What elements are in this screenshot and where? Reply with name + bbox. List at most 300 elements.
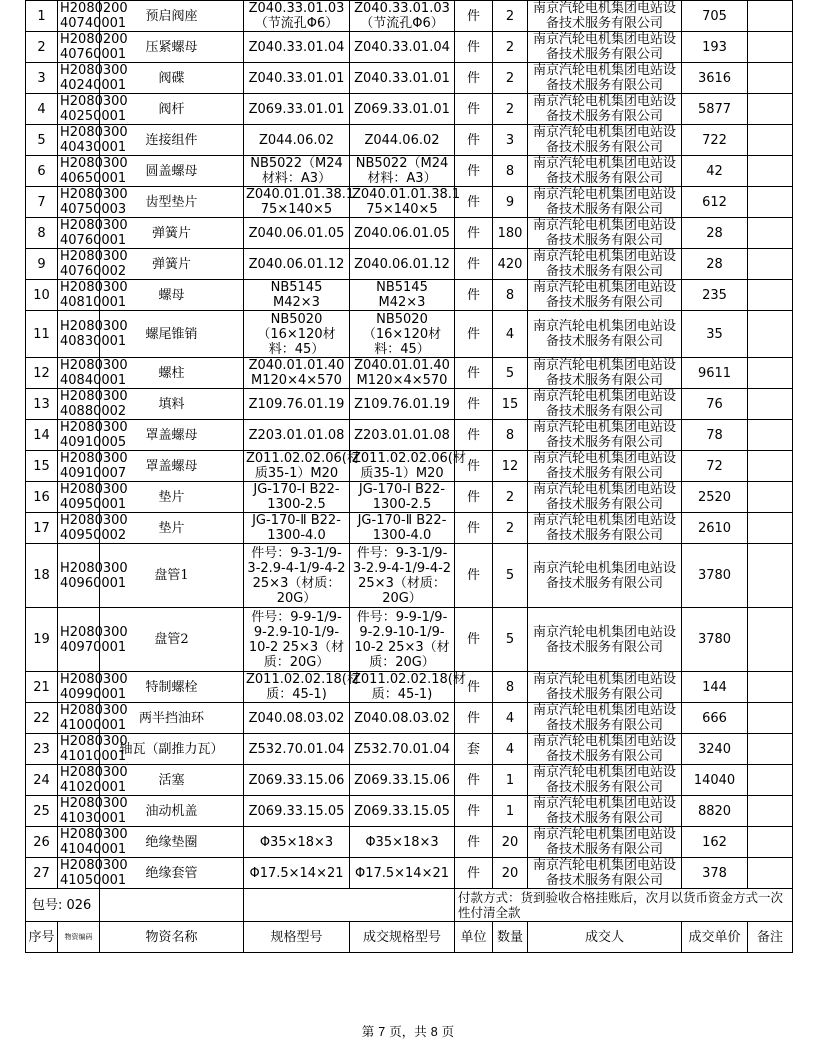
cell-vendor: 南京汽轮电机集团电站设备技术服务有限公司 bbox=[528, 311, 682, 358]
cell-unit: 件 bbox=[455, 827, 493, 858]
cell-quantity: 4 bbox=[493, 311, 528, 358]
table-body bbox=[26, 1, 793, 889]
cell-material-name: 预启阀座 bbox=[100, 1, 244, 32]
cell-unit: 件 bbox=[455, 672, 493, 703]
cell-unit-price: 72 bbox=[682, 451, 748, 482]
cell-vendor: 南京汽轮电机集团电站设备技术服务有限公司 bbox=[528, 796, 682, 827]
cell-vendor: 南京汽轮电机集团电站设备技术服务有限公司 bbox=[528, 765, 682, 796]
cell-material-name: 盘管1 bbox=[100, 544, 244, 608]
cell-unit: 件 bbox=[455, 94, 493, 125]
header-row bbox=[26, 922, 793, 953]
cell-note bbox=[748, 187, 793, 218]
cell-row-number: 9 bbox=[26, 249, 58, 280]
cell-material-code: H2080300 41020001 bbox=[58, 765, 100, 796]
cell-material-code: H2080300 40880002 bbox=[58, 389, 100, 420]
cell-material-code: H2080300 41050001 bbox=[58, 858, 100, 889]
cell-unit-price: 3616 bbox=[682, 63, 748, 94]
cell-deal-spec-model: Z069.33.15.05 bbox=[350, 796, 455, 827]
table-row bbox=[26, 249, 793, 280]
cell-vendor: 南京汽轮电机集团电站设备技术服务有限公司 bbox=[528, 672, 682, 703]
cell-unit-price: 612 bbox=[682, 187, 748, 218]
cell-deal-spec-model: Z069.33.15.06 bbox=[350, 765, 455, 796]
cell-unit-price: 3780 bbox=[682, 608, 748, 672]
cell-material-name: 弹簧片 bbox=[100, 218, 244, 249]
cell-row-number: 25 bbox=[26, 796, 58, 827]
cell-row-number: 13 bbox=[26, 389, 58, 420]
cell-vendor: 南京汽轮电机集团电站设备技术服务有限公司 bbox=[528, 156, 682, 187]
cell-unit: 件 bbox=[455, 218, 493, 249]
cell-unit-price: 235 bbox=[682, 280, 748, 311]
cell-material-code: H2080300 40950002 bbox=[58, 513, 100, 544]
procurement-table bbox=[25, 0, 793, 953]
cell-note bbox=[748, 218, 793, 249]
cell-material-name: 轴瓦（副推力瓦） bbox=[100, 734, 244, 765]
cell-material-code: H2080300 40840001 bbox=[58, 358, 100, 389]
cell-material-code: H2080300 40950001 bbox=[58, 482, 100, 513]
cell-quantity: 1 bbox=[493, 796, 528, 827]
cell-deal-spec-model: Z069.33.01.01 bbox=[350, 94, 455, 125]
table-row bbox=[26, 389, 793, 420]
cell-quantity: 8 bbox=[493, 156, 528, 187]
cell-deal-spec-model: Φ35×18×3 bbox=[350, 827, 455, 858]
cell-note bbox=[748, 125, 793, 156]
cell-note bbox=[748, 482, 793, 513]
cell-unit: 件 bbox=[455, 187, 493, 218]
cell-note bbox=[748, 280, 793, 311]
cell-row-number: 2 bbox=[26, 32, 58, 63]
cell-spec-model: Z044.06.02 bbox=[244, 125, 350, 156]
cell-deal-spec-model: Z109.76.01.19 bbox=[350, 389, 455, 420]
cell-vendor: 南京汽轮电机集团电站设备技术服务有限公司 bbox=[528, 32, 682, 63]
cell-vendor: 南京汽轮电机集团电站设备技术服务有限公司 bbox=[528, 389, 682, 420]
package-label: 包号: 026 bbox=[26, 889, 100, 922]
cell-quantity: 180 bbox=[493, 218, 528, 249]
cell-deal-spec-model: Z203.01.01.08 bbox=[350, 420, 455, 451]
cell-unit-price: 76 bbox=[682, 389, 748, 420]
cell-material-name: 螺尾锥销 bbox=[100, 311, 244, 358]
cell-note bbox=[748, 672, 793, 703]
cell-note bbox=[748, 420, 793, 451]
header-spec2: 成交规格型号 bbox=[350, 922, 455, 953]
cell-deal-spec-model: Z040.33.01.04 bbox=[350, 32, 455, 63]
cell-spec-model: Z011.02.02.18(材质：45-1) bbox=[244, 672, 350, 703]
cell-quantity: 5 bbox=[493, 358, 528, 389]
cell-row-number: 5 bbox=[26, 125, 58, 156]
cell-note bbox=[748, 451, 793, 482]
table-row bbox=[26, 482, 793, 513]
table-row bbox=[26, 513, 793, 544]
cell-unit: 件 bbox=[455, 451, 493, 482]
header-spec: 规格型号 bbox=[244, 922, 350, 953]
cell-deal-spec-model: 件号：9-9-1/9-9-2.9-10-1/9-10-2 25×3（材质：20G） bbox=[350, 608, 455, 672]
cell-unit: 件 bbox=[455, 1, 493, 32]
cell-quantity: 2 bbox=[493, 32, 528, 63]
table-row bbox=[26, 734, 793, 765]
cell-row-number: 24 bbox=[26, 765, 58, 796]
cell-deal-spec-model: Z040.01.01.40 M120×4×570 bbox=[350, 358, 455, 389]
cell-material-name: 螺母 bbox=[100, 280, 244, 311]
cell-quantity: 1 bbox=[493, 765, 528, 796]
cell-deal-spec-model: Z011.02.02.06(材质35-1）M20 bbox=[350, 451, 455, 482]
cell-row-number: 12 bbox=[26, 358, 58, 389]
table-row bbox=[26, 703, 793, 734]
cell-material-name: 油动机盖 bbox=[100, 796, 244, 827]
cell-material-name: 垫片 bbox=[100, 482, 244, 513]
cell-spec-model: 件号：9-9-1/9-9-2.9-10-1/9-10-2 25×3（材质：20G） bbox=[244, 608, 350, 672]
cell-material-code: H2080300 40240001 bbox=[58, 63, 100, 94]
cell-unit-price: 378 bbox=[682, 858, 748, 889]
cell-row-number: 1 bbox=[26, 1, 58, 32]
cell-row-number: 3 bbox=[26, 63, 58, 94]
cell-material-code: H2080300 40430001 bbox=[58, 125, 100, 156]
cell-material-code: H2080300 40650001 bbox=[58, 156, 100, 187]
cell-row-number: 17 bbox=[26, 513, 58, 544]
table-row bbox=[26, 32, 793, 63]
cell-vendor: 南京汽轮电机集团电站设备技术服务有限公司 bbox=[528, 1, 682, 32]
cell-quantity: 2 bbox=[493, 94, 528, 125]
footer-total: 8 bbox=[430, 1025, 438, 1039]
cell-material-code: H2080300 40750003 bbox=[58, 187, 100, 218]
cell-vendor: 南京汽轮电机集团电站设备技术服务有限公司 bbox=[528, 734, 682, 765]
table-row bbox=[26, 608, 793, 672]
cell-deal-spec-model: Z040.06.01.05 bbox=[350, 218, 455, 249]
cell-unit-price: 35 bbox=[682, 311, 748, 358]
cell-material-code: H2080300 41010001 bbox=[58, 734, 100, 765]
cell-material-name: 垫片 bbox=[100, 513, 244, 544]
table-row bbox=[26, 218, 793, 249]
cell-spec-model: Z040.06.01.12 bbox=[244, 249, 350, 280]
table-row bbox=[26, 451, 793, 482]
cell-note bbox=[748, 513, 793, 544]
cell-note bbox=[748, 63, 793, 94]
cell-row-number: 27 bbox=[26, 858, 58, 889]
cell-spec-model: Z069.33.01.01 bbox=[244, 94, 350, 125]
cell-spec-model: NB5145 M42×3 bbox=[244, 280, 350, 311]
cell-material-name: 弹簧片 bbox=[100, 249, 244, 280]
cell-material-code: H2080300 40970001 bbox=[58, 608, 100, 672]
cell-material-name: 齿型垫片 bbox=[100, 187, 244, 218]
cell-unit: 件 bbox=[455, 858, 493, 889]
cell-spec-model: JG-170-Ⅱ B22-1300-4.0 bbox=[244, 513, 350, 544]
header-name: 物资名称 bbox=[100, 922, 244, 953]
cell-material-code: H2080200 40760001 bbox=[58, 32, 100, 63]
cell-note bbox=[748, 827, 793, 858]
cell-spec-model: Z109.76.01.19 bbox=[244, 389, 350, 420]
cell-material-name: 填料 bbox=[100, 389, 244, 420]
cell-spec-model: JG-170-Ⅰ B22-1300-2.5 bbox=[244, 482, 350, 513]
cell-unit-price: 28 bbox=[682, 218, 748, 249]
cell-deal-spec-model: Φ17.5×14×21 bbox=[350, 858, 455, 889]
table-row bbox=[26, 672, 793, 703]
page-footer bbox=[0, 1022, 816, 1040]
cell-deal-spec-model: NB5022（M24材料：A3） bbox=[350, 156, 455, 187]
cell-vendor: 南京汽轮电机集团电站设备技术服务有限公司 bbox=[528, 482, 682, 513]
cell-vendor: 南京汽轮电机集团电站设备技术服务有限公司 bbox=[528, 544, 682, 608]
cell-unit: 件 bbox=[455, 608, 493, 672]
cell-unit: 件 bbox=[455, 420, 493, 451]
cell-unit: 套 bbox=[455, 734, 493, 765]
cell-unit: 件 bbox=[455, 156, 493, 187]
table-row bbox=[26, 544, 793, 608]
cell-row-number: 16 bbox=[26, 482, 58, 513]
cell-spec-model: Z069.33.15.06 bbox=[244, 765, 350, 796]
cell-unit-price: 5877 bbox=[682, 94, 748, 125]
table-row bbox=[26, 63, 793, 94]
cell-material-code: H2080300 40990001 bbox=[58, 672, 100, 703]
cell-unit: 件 bbox=[455, 765, 493, 796]
header-code: 物资编码 bbox=[58, 922, 100, 953]
cell-row-number: 14 bbox=[26, 420, 58, 451]
cell-vendor: 南京汽轮电机集团电站设备技术服务有限公司 bbox=[528, 703, 682, 734]
cell-note bbox=[748, 858, 793, 889]
cell-material-name: 活塞 bbox=[100, 765, 244, 796]
cell-material-name: 罩盖螺母 bbox=[100, 420, 244, 451]
cell-deal-spec-model: Z040.01.01.38.1 75×140×5 bbox=[350, 187, 455, 218]
cell-note bbox=[748, 249, 793, 280]
cell-unit-price: 3240 bbox=[682, 734, 748, 765]
cell-vendor: 南京汽轮电机集团电站设备技术服务有限公司 bbox=[528, 827, 682, 858]
package-empty-name bbox=[100, 889, 244, 922]
table-row bbox=[26, 311, 793, 358]
cell-spec-model: Z532.70.01.04 bbox=[244, 734, 350, 765]
cell-unit: 件 bbox=[455, 389, 493, 420]
cell-material-name: 绝缘垫圈 bbox=[100, 827, 244, 858]
cell-note bbox=[748, 32, 793, 63]
payment-terms: 付款方式：货到验收合格挂账后，次月以货币资金方式一次性付清全款 bbox=[455, 889, 793, 922]
cell-material-name: 连接组件 bbox=[100, 125, 244, 156]
cell-note bbox=[748, 765, 793, 796]
table-row bbox=[26, 94, 793, 125]
cell-spec-model: Φ17.5×14×21 bbox=[244, 858, 350, 889]
cell-note bbox=[748, 544, 793, 608]
cell-quantity: 2 bbox=[493, 482, 528, 513]
cell-material-code: H2080300 40760002 bbox=[58, 249, 100, 280]
cell-material-name: 罩盖螺母 bbox=[100, 451, 244, 482]
cell-row-number: 10 bbox=[26, 280, 58, 311]
cell-spec-model: Z040.01.01.40 M120×4×570 bbox=[244, 358, 350, 389]
cell-note bbox=[748, 156, 793, 187]
cell-unit: 件 bbox=[455, 280, 493, 311]
cell-material-name: 螺柱 bbox=[100, 358, 244, 389]
cell-row-number: 23 bbox=[26, 734, 58, 765]
cell-spec-model: Z040.01.01.38.1 75×140×5 bbox=[244, 187, 350, 218]
cell-vendor: 南京汽轮电机集团电站设备技术服务有限公司 bbox=[528, 94, 682, 125]
cell-spec-model: Z203.01.01.08 bbox=[244, 420, 350, 451]
header-qty: 数量 bbox=[493, 922, 528, 953]
cell-material-code: H2080300 40910007 bbox=[58, 451, 100, 482]
cell-note bbox=[748, 94, 793, 125]
cell-quantity: 8 bbox=[493, 672, 528, 703]
cell-unit-price: 705 bbox=[682, 1, 748, 32]
cell-deal-spec-model: JG-170-Ⅱ B22-1300-4.0 bbox=[350, 513, 455, 544]
cell-note bbox=[748, 358, 793, 389]
table-row bbox=[26, 858, 793, 889]
cell-deal-spec-model: Z011.02.02.18(材质：45-1) bbox=[350, 672, 455, 703]
cell-row-number: 6 bbox=[26, 156, 58, 187]
cell-unit: 件 bbox=[455, 63, 493, 94]
cell-unit-price: 162 bbox=[682, 827, 748, 858]
package-row bbox=[26, 889, 793, 922]
cell-vendor: 南京汽轮电机集团电站设备技术服务有限公司 bbox=[528, 858, 682, 889]
header-vendor: 成交人 bbox=[528, 922, 682, 953]
cell-material-name: 两半挡油环 bbox=[100, 703, 244, 734]
cell-vendor: 南京汽轮电机集团电站设备技术服务有限公司 bbox=[528, 218, 682, 249]
footer-middle: 页，共 bbox=[389, 1024, 427, 1039]
cell-material-code: H2080300 40810001 bbox=[58, 280, 100, 311]
cell-row-number: 19 bbox=[26, 608, 58, 672]
cell-vendor: 南京汽轮电机集团电站设备技术服务有限公司 bbox=[528, 608, 682, 672]
cell-unit-price: 42 bbox=[682, 156, 748, 187]
cell-row-number: 15 bbox=[26, 451, 58, 482]
cell-row-number: 7 bbox=[26, 187, 58, 218]
cell-spec-model: Z040.33.01.03（节流孔Φ6） bbox=[244, 1, 350, 32]
cell-deal-spec-model: Z532.70.01.04 bbox=[350, 734, 455, 765]
cell-unit-price: 722 bbox=[682, 125, 748, 156]
cell-note bbox=[748, 1, 793, 32]
cell-deal-spec-model: Z044.06.02 bbox=[350, 125, 455, 156]
cell-quantity: 5 bbox=[493, 608, 528, 672]
cell-deal-spec-model: JG-170-Ⅰ B22-1300-2.5 bbox=[350, 482, 455, 513]
cell-material-name: 绝缘套管 bbox=[100, 858, 244, 889]
cell-material-code: H2080300 40760001 bbox=[58, 218, 100, 249]
table-row bbox=[26, 280, 793, 311]
cell-material-code: H2080300 40910005 bbox=[58, 420, 100, 451]
cell-note bbox=[748, 389, 793, 420]
cell-note bbox=[748, 608, 793, 672]
cell-unit-price: 193 bbox=[682, 32, 748, 63]
cell-quantity: 4 bbox=[493, 734, 528, 765]
cell-unit-price: 666 bbox=[682, 703, 748, 734]
cell-unit-price: 14040 bbox=[682, 765, 748, 796]
cell-spec-model: Z040.08.03.02 bbox=[244, 703, 350, 734]
cell-spec-model: NB5020 （16×120材料：45） bbox=[244, 311, 350, 358]
package-empty-spec bbox=[244, 889, 455, 922]
header-note: 备注 bbox=[748, 922, 793, 953]
cell-vendor: 南京汽轮电机集团电站设备技术服务有限公司 bbox=[528, 125, 682, 156]
cell-unit: 件 bbox=[455, 796, 493, 827]
cell-unit: 件 bbox=[455, 482, 493, 513]
table-row bbox=[26, 827, 793, 858]
cell-spec-model: NB5022（M24材料：A3） bbox=[244, 156, 350, 187]
cell-unit: 件 bbox=[455, 32, 493, 63]
header-no: 序号 bbox=[26, 922, 58, 953]
cell-row-number: 21 bbox=[26, 672, 58, 703]
footer-prefix: 第 bbox=[361, 1024, 375, 1039]
cell-row-number: 8 bbox=[26, 218, 58, 249]
cell-material-name: 压紧螺母 bbox=[100, 32, 244, 63]
cell-unit-price: 2610 bbox=[682, 513, 748, 544]
cell-quantity: 20 bbox=[493, 827, 528, 858]
cell-material-name: 阀杆 bbox=[100, 94, 244, 125]
cell-quantity: 8 bbox=[493, 280, 528, 311]
cell-unit: 件 bbox=[455, 513, 493, 544]
cell-vendor: 南京汽轮电机集团电站设备技术服务有限公司 bbox=[528, 187, 682, 218]
cell-spec-model: Z069.33.15.05 bbox=[244, 796, 350, 827]
cell-material-name: 阀碟 bbox=[100, 63, 244, 94]
cell-quantity: 3 bbox=[493, 125, 528, 156]
cell-vendor: 南京汽轮电机集团电站设备技术服务有限公司 bbox=[528, 63, 682, 94]
cell-material-name: 特制螺栓 bbox=[100, 672, 244, 703]
cell-quantity: 20 bbox=[493, 858, 528, 889]
cell-row-number: 26 bbox=[26, 827, 58, 858]
cell-unit-price: 144 bbox=[682, 672, 748, 703]
header-unit: 单位 bbox=[455, 922, 493, 953]
cell-spec-model: Z040.33.01.01 bbox=[244, 63, 350, 94]
cell-deal-spec-model: Z040.33.01.01 bbox=[350, 63, 455, 94]
cell-quantity: 12 bbox=[493, 451, 528, 482]
cell-note bbox=[748, 734, 793, 765]
cell-material-code: H2080300 40960001 bbox=[58, 544, 100, 608]
table-row bbox=[26, 358, 793, 389]
cell-material-code: H2080200 40740001 bbox=[58, 1, 100, 32]
cell-unit: 件 bbox=[455, 703, 493, 734]
cell-row-number: 4 bbox=[26, 94, 58, 125]
cell-unit: 件 bbox=[455, 249, 493, 280]
cell-deal-spec-model: 件号：9-3-1/9-3-2.9-4-1/9-4-2 25×3（材质：20G） bbox=[350, 544, 455, 608]
cell-spec-model: Z040.33.01.04 bbox=[244, 32, 350, 63]
cell-material-code: H2080300 41040001 bbox=[58, 827, 100, 858]
cell-unit-price: 3780 bbox=[682, 544, 748, 608]
cell-material-code: H2080300 41030001 bbox=[58, 796, 100, 827]
cell-quantity: 4 bbox=[493, 703, 528, 734]
cell-unit-price: 28 bbox=[682, 249, 748, 280]
cell-vendor: 南京汽轮电机集团电站设备技术服务有限公司 bbox=[528, 249, 682, 280]
cell-vendor: 南京汽轮电机集团电站设备技术服务有限公司 bbox=[528, 358, 682, 389]
cell-row-number: 11 bbox=[26, 311, 58, 358]
cell-spec-model: 件号：9-3-1/9-3-2.9-4-1/9-4-2 25×3（材质：20G） bbox=[244, 544, 350, 608]
cell-deal-spec-model: Z040.08.03.02 bbox=[350, 703, 455, 734]
cell-quantity: 2 bbox=[493, 513, 528, 544]
cell-deal-spec-model: Z040.06.01.12 bbox=[350, 249, 455, 280]
cell-deal-spec-model: NB5020 （16×120材料：45） bbox=[350, 311, 455, 358]
cell-quantity: 2 bbox=[493, 63, 528, 94]
cell-unit: 件 bbox=[455, 125, 493, 156]
footer-suffix: 页 bbox=[441, 1024, 455, 1039]
cell-material-code: H2080300 40830001 bbox=[58, 311, 100, 358]
table-row bbox=[26, 156, 793, 187]
cell-vendor: 南京汽轮电机集团电站设备技术服务有限公司 bbox=[528, 513, 682, 544]
cell-spec-model: Z011.02.02.06(材质35-1）M20 bbox=[244, 451, 350, 482]
cell-deal-spec-model: NB5145 M42×3 bbox=[350, 280, 455, 311]
cell-quantity: 9 bbox=[493, 187, 528, 218]
cell-spec-model: Φ35×18×3 bbox=[244, 827, 350, 858]
cell-row-number: 22 bbox=[26, 703, 58, 734]
cell-quantity: 420 bbox=[493, 249, 528, 280]
cell-unit-price: 9611 bbox=[682, 358, 748, 389]
cell-unit: 件 bbox=[455, 544, 493, 608]
cell-unit-price: 8820 bbox=[682, 796, 748, 827]
table-row bbox=[26, 187, 793, 218]
cell-quantity: 8 bbox=[493, 420, 528, 451]
cell-material-code: H2080300 40250001 bbox=[58, 94, 100, 125]
cell-note bbox=[748, 311, 793, 358]
header-price: 成交单价 bbox=[682, 922, 748, 953]
cell-quantity: 2 bbox=[493, 1, 528, 32]
cell-material-code: H2080300 41000001 bbox=[58, 703, 100, 734]
table-row bbox=[26, 1, 793, 32]
table-row bbox=[26, 125, 793, 156]
cell-unit-price: 2520 bbox=[682, 482, 748, 513]
cell-unit: 件 bbox=[455, 311, 493, 358]
cell-note bbox=[748, 703, 793, 734]
cell-vendor: 南京汽轮电机集团电站设备技术服务有限公司 bbox=[528, 420, 682, 451]
table-row bbox=[26, 420, 793, 451]
cell-vendor: 南京汽轮电机集团电站设备技术服务有限公司 bbox=[528, 280, 682, 311]
cell-quantity: 15 bbox=[493, 389, 528, 420]
cell-row-number: 18 bbox=[26, 544, 58, 608]
cell-unit: 件 bbox=[455, 358, 493, 389]
cell-spec-model: Z040.06.01.05 bbox=[244, 218, 350, 249]
